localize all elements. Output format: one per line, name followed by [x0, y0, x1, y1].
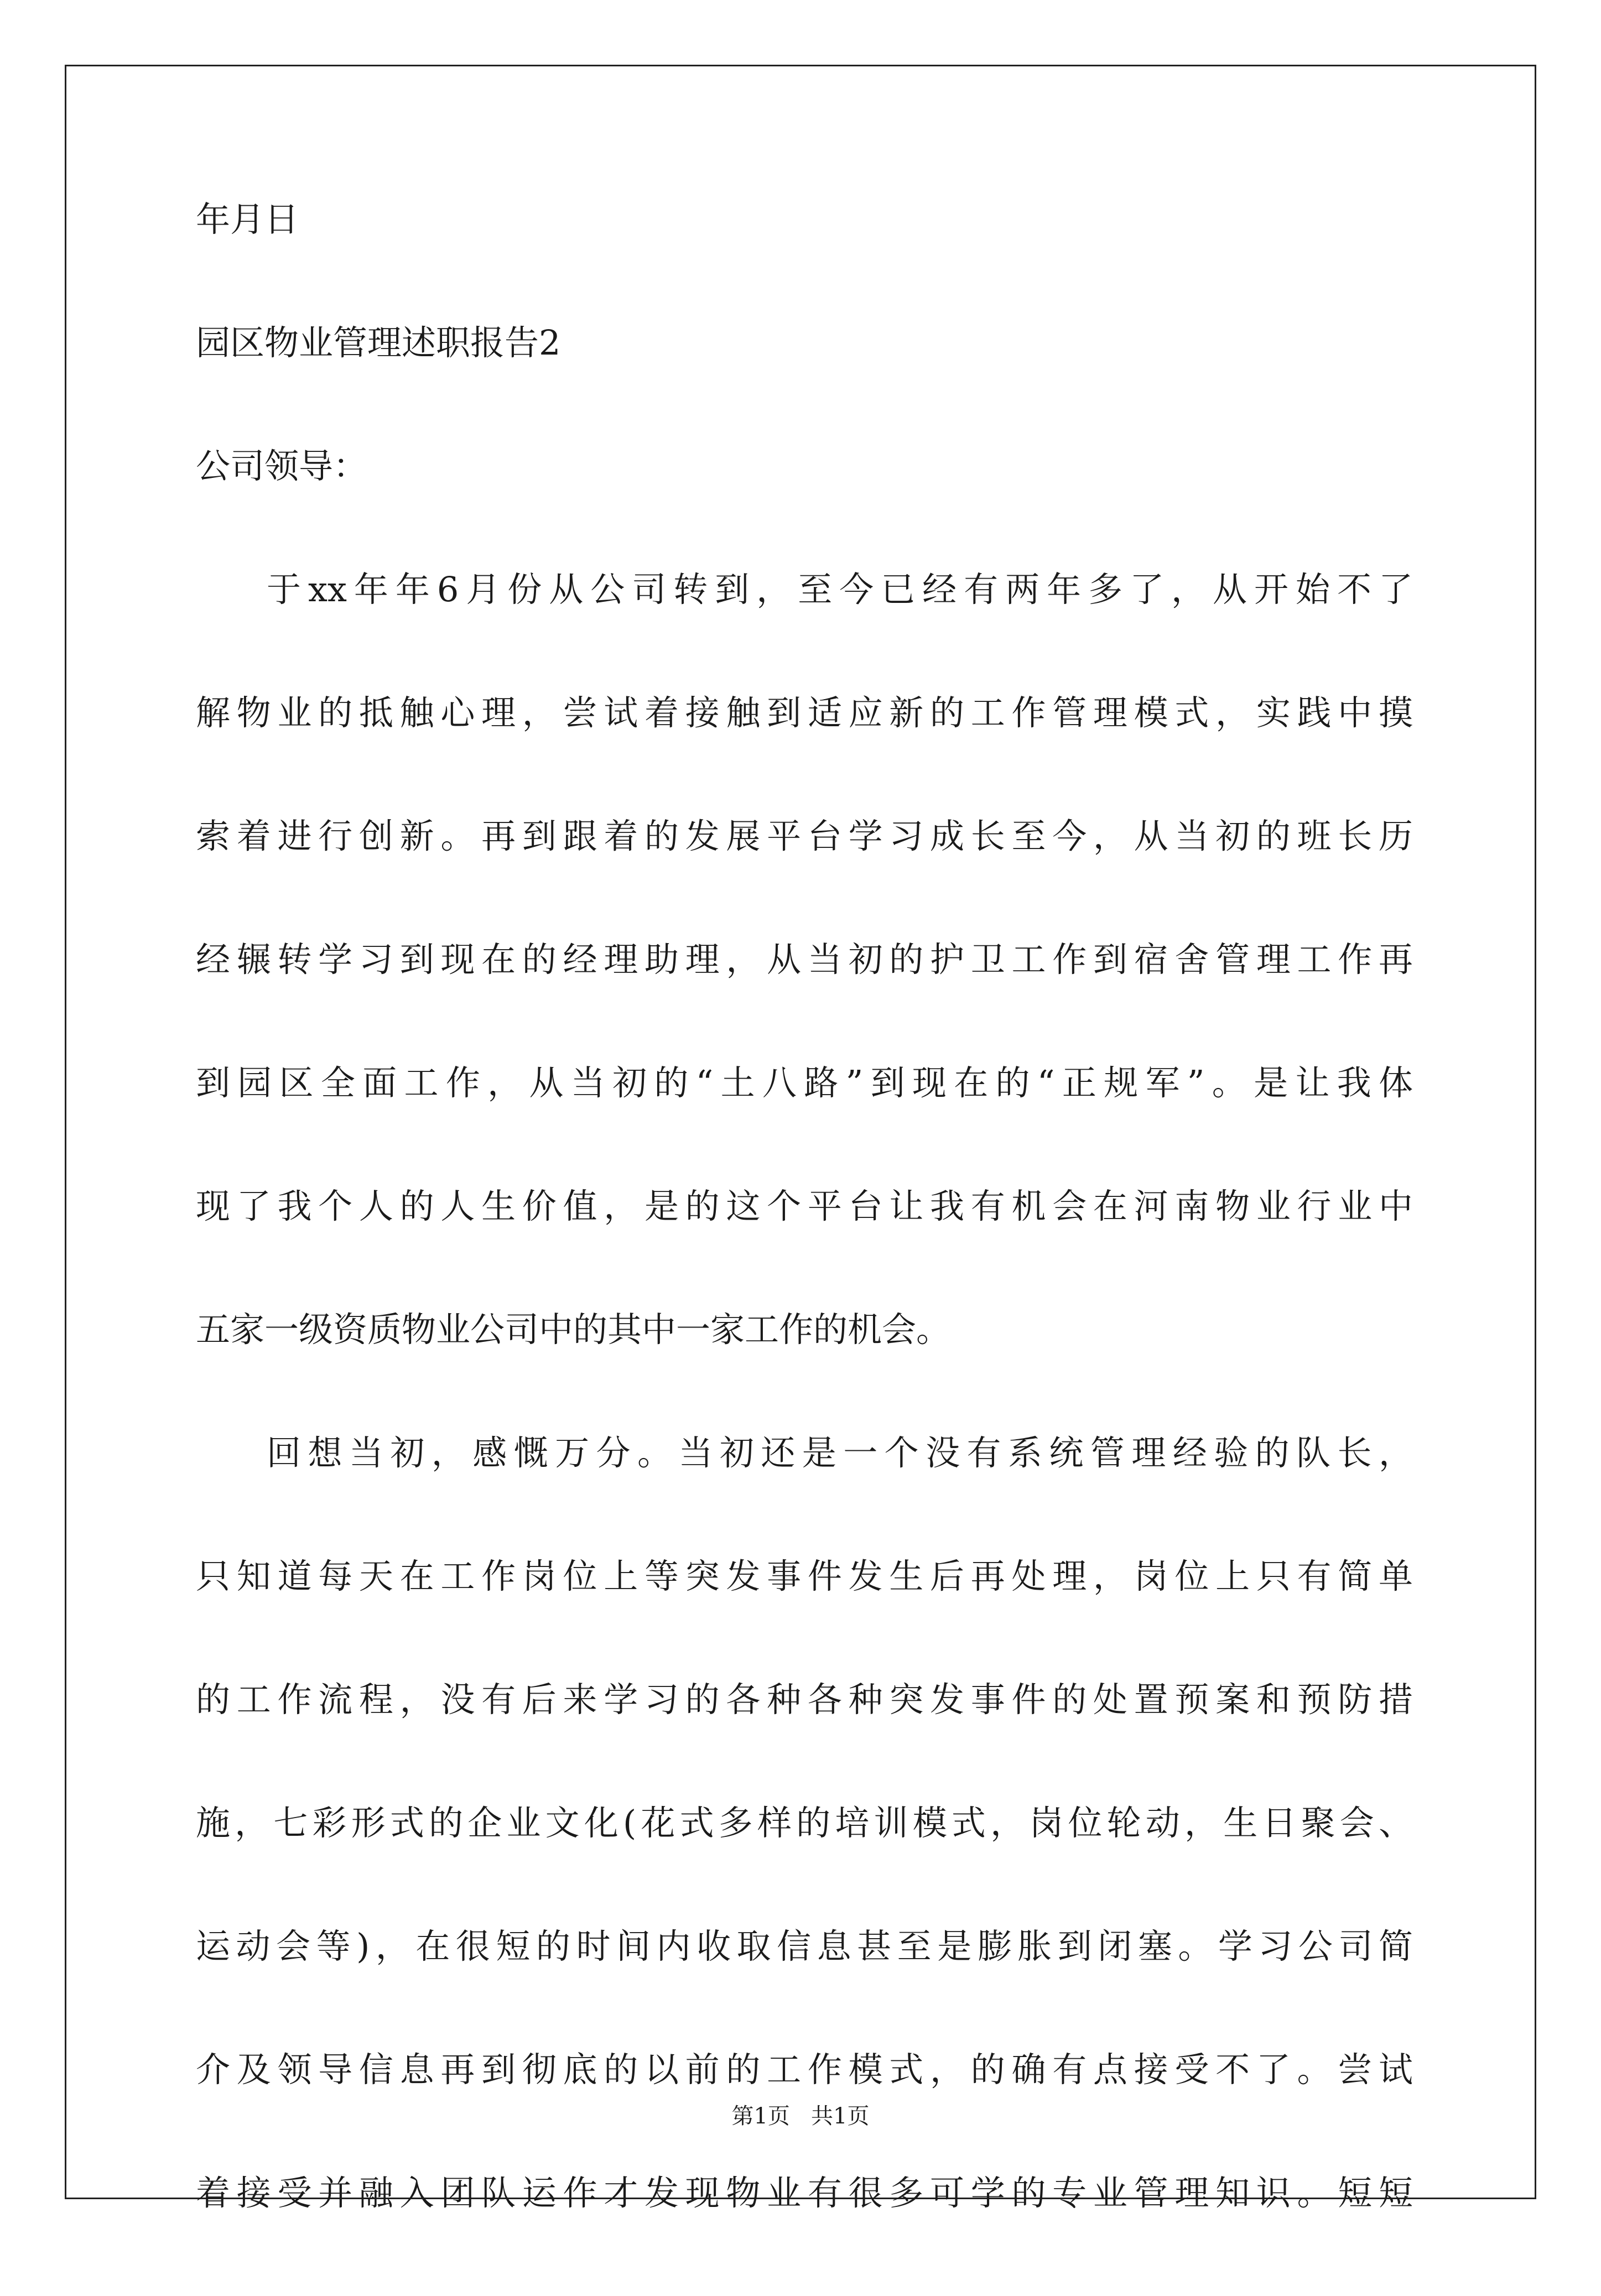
paragraph-2-line-4: 施，七彩形式的企业文化(花式多样的培训模式，岗位轮动，生日聚会、 — [196, 1803, 1413, 1843]
paragraph-2-line-2: 只知道每天在工作岗位上等突发事件发生后再处理，岗位上只有简单 — [196, 1556, 1413, 1596]
page-number-footer: 第1页 共1页 — [731, 2104, 870, 2129]
paragraph-1-line-2: 解物业的抵触心理，尝试着接触到适应新的工作管理模式，实践中摸 — [196, 693, 1413, 733]
paragraph-1-line-1: 于xx年年6月份从公司转到，至今已经有两年多了，从开始不了 — [267, 569, 1413, 610]
paragraph-2-line-6: 介及领导信息再到彻底的以前的工作模式，的确有点接受不了。尝试 — [196, 2049, 1413, 2090]
paragraph-1-line-3: 索着进行创新。再到跟着的发展平台学习成长至今，从当初的班长历 — [196, 816, 1413, 856]
paragraph-2-line-3: 的工作流程，没有后来学习的各种各种突发事件的处置预案和预防措 — [196, 1679, 1413, 1720]
report-title: 园区物业管理述职报告2 — [196, 322, 561, 363]
paragraph-1-line-7: 五家一级资质物业公司中的其中一家工作的机会。 — [196, 1309, 951, 1350]
salutation: 公司领导： — [196, 446, 368, 486]
paragraph-2-line-5: 运动会等)，在很短的时间内收取信息甚至是膨胀到闭塞。学习公司简 — [196, 1926, 1413, 1966]
date-line: 年月日 — [196, 199, 299, 240]
paragraph-1-line-5: 到园区全面工作，从当初的“土八路”到现在的“正规军”。是让我体 — [196, 1063, 1413, 1103]
paragraph-1-line-4: 经辗转学习到现在的经理助理，从当初的护卫工作到宿舍管理工作再 — [196, 939, 1413, 980]
paragraph-2-line-7: 着接受并融入团队运作才发现物业有很多可学的专业管理知识。短短 — [196, 2173, 1413, 2213]
paragraph-2-line-1: 回想当初，感慨万分。当初还是一个没有系统管理经验的队长， — [267, 1433, 1413, 1473]
paragraph-1-line-6: 现了我个人的人生价值，是的这个平台让我有机会在河南物业行业中 — [196, 1186, 1413, 1226]
document-body — [196, 199, 1413, 2296]
